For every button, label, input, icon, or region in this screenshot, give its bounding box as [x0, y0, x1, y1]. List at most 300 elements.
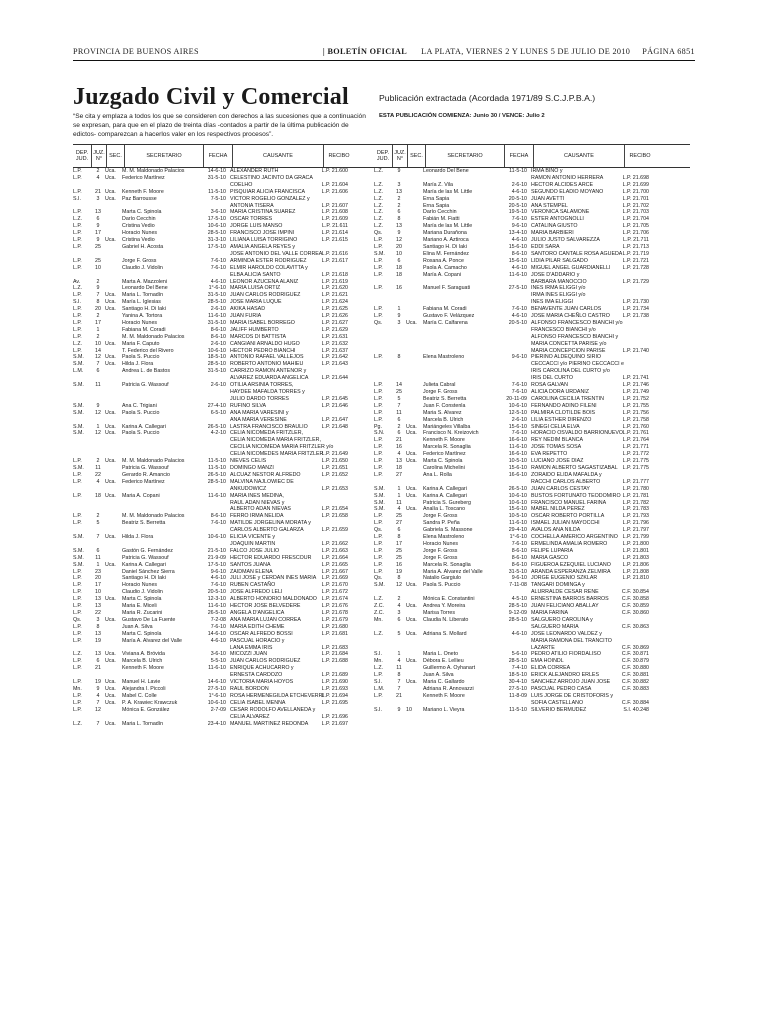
fecha-cell: 9-6-10	[511, 575, 527, 582]
causante-cell: FERNANDO ADINO FILENI	[531, 402, 597, 409]
recibo-cell: L.P. 21.806	[622, 561, 649, 568]
causante-cell: RUFINO SILVA	[230, 402, 267, 409]
fecha-cell: 28-5-10	[508, 658, 527, 665]
dep-cell	[374, 700, 392, 707]
causante-cell: CELIA NICOMEDA MARIA FRITZLER,	[230, 437, 321, 444]
secretario-cell	[423, 341, 501, 348]
fecha-cell	[501, 279, 529, 286]
fecha-cell: 7-6-10	[511, 382, 527, 389]
juz-cell: 2	[96, 168, 100, 174]
table-row	[374, 700, 690, 707]
sec-cell	[105, 672, 122, 679]
recibo-cell: L.P. 21.600	[321, 168, 348, 174]
causante-cell: MALVINA NAJLOWIEC DE	[230, 478, 294, 485]
sec-cell	[406, 569, 423, 576]
recibo-cell: L.P. 21.651	[321, 464, 348, 471]
juz-cell: 20	[95, 306, 101, 313]
secretario-cell: Maria F. Caputo	[122, 340, 160, 347]
table-row	[374, 534, 690, 541]
juz-cell	[91, 672, 105, 679]
dep-cell: Z.C.	[374, 603, 385, 610]
secretario-cell: Guillermo A. Oyhanart	[423, 665, 476, 672]
dep-cell: L.P.	[73, 492, 82, 499]
secretario-cell	[423, 645, 501, 652]
dep-cell: L.Z.	[374, 202, 384, 209]
juz-cell	[392, 175, 406, 182]
fecha-cell	[501, 348, 529, 355]
recibo-cell: L.P. 21.672	[321, 589, 348, 596]
table-row	[374, 237, 690, 244]
causante-cell: RAMON ALBERTO SAGASTIZABAL	[531, 464, 618, 471]
sec-cell	[406, 216, 423, 223]
fecha-cell: 1°-6-10	[208, 285, 226, 292]
fecha-cell	[501, 479, 529, 486]
sec-cell: 10	[406, 706, 412, 713]
dep-cell: L.P.	[73, 658, 82, 665]
secretario-cell: Elina M. Fernández	[423, 250, 469, 257]
fecha-cell: 7-11-08	[509, 582, 527, 589]
recibo-cell: L.P. 21.740	[622, 347, 649, 354]
recibo-cell: L.P. 21.741	[622, 375, 649, 382]
causante-cell: OTILIA ARSINIA TORRES,	[230, 382, 294, 389]
sec-cell	[406, 196, 423, 203]
sec-cell	[105, 714, 122, 721]
causante-cell: MARIA LUISA ORTIZ	[230, 285, 281, 292]
sec-cell	[406, 368, 423, 375]
recibo-cell: L.P. 21.702	[622, 202, 649, 209]
table-row	[374, 610, 690, 617]
recibo-cell	[619, 341, 649, 348]
juz-cell: 25	[95, 243, 101, 250]
table-row	[73, 354, 389, 361]
causante-cell: FRANCISCO JOSE IMPINI	[230, 230, 295, 237]
secretario-cell: Jorge F. Gross	[423, 554, 458, 561]
juz-cell: 16	[396, 444, 402, 451]
secretario-cell: Marcela R. Sonaglia	[423, 444, 471, 451]
secretario-cell: Erna Sapia	[423, 202, 450, 209]
secretario-cell: Jorge F. Gross	[122, 257, 157, 264]
dep-cell: S.M.	[73, 423, 84, 430]
page-number: PÁGINA 6851	[642, 47, 695, 56]
causante-cell: JULI JOSE y CERDAN INES MARIA	[230, 575, 317, 582]
juz-cell: 11	[396, 499, 402, 506]
sec-cell: Uca.	[105, 596, 116, 603]
dep-cell	[73, 444, 91, 451]
dep-cell: S.I.	[374, 706, 382, 713]
juz-cell	[91, 389, 105, 396]
fecha-cell	[200, 396, 228, 403]
recibo-cell	[619, 327, 649, 334]
sec-cell	[406, 403, 423, 410]
table-row	[374, 513, 690, 520]
causante-cell: HORACIO OSVALDO BARRIONUEVO	[531, 430, 624, 437]
table-row	[73, 279, 389, 286]
dep-cell	[73, 375, 91, 382]
table-row	[374, 230, 690, 237]
juz-cell: 13	[95, 630, 101, 637]
table-row	[374, 541, 690, 548]
causante-cell: JORGE EUGENIO SZKLAR	[531, 575, 598, 582]
causante-cell: SILVERIO BERMUDEZ	[531, 706, 587, 713]
fecha-cell: 14-6-10	[207, 679, 226, 686]
table-row	[73, 203, 389, 210]
table-row	[73, 196, 389, 203]
sec-cell	[406, 209, 423, 216]
fecha-cell	[501, 292, 529, 299]
sec-cell	[406, 375, 423, 382]
dep-cell: L.P.	[73, 174, 82, 181]
sec-cell	[105, 279, 122, 286]
causante-cell: FELIPE LUPARIA	[531, 547, 573, 554]
sec-cell	[105, 610, 122, 617]
causante-cell: CELIA NICOMEDA FRITZLER,	[230, 430, 303, 437]
causante-cell: HAYDEE MAFALDA TORRES y	[230, 389, 305, 395]
fecha-cell: 7-6-10	[210, 264, 226, 271]
dep-cell: L.P.	[73, 333, 82, 340]
table-row	[73, 562, 389, 569]
secretario-cell: Manuel F. Saraguati	[423, 285, 471, 292]
juz-cell: 1	[96, 561, 100, 568]
causante-cell: LEONOR AZUCENA ALANIZ	[230, 278, 299, 285]
juz-cell	[392, 279, 406, 286]
fecha-cell	[200, 500, 228, 507]
sec-cell	[105, 707, 122, 714]
fecha-cell: 7-6-10	[511, 389, 527, 395]
sec-cell: Uca.	[105, 423, 116, 430]
juz-cell: 12	[95, 430, 101, 437]
causante-cell: FERRO IRMA NELIDA	[230, 513, 284, 520]
secretario-cell	[122, 396, 200, 403]
juz-cell: 2	[397, 423, 401, 430]
sec-cell: Uca.	[406, 616, 417, 623]
juz-cell: 3	[397, 319, 401, 326]
recibo-cell: L.P. 21.756	[622, 409, 649, 416]
dep-cell: S.M.	[374, 582, 385, 589]
juz-cell: 20	[95, 575, 101, 582]
recibo-cell: S.I. 40.248	[623, 706, 649, 713]
fecha-cell: 20-5-10	[207, 589, 226, 596]
juz-cell: 1	[96, 423, 100, 430]
juz-cell: 9	[397, 230, 401, 237]
sec-cell	[406, 444, 423, 451]
juz-cell	[91, 375, 105, 382]
juz-cell: 18	[95, 492, 101, 499]
secretario-cell: Marcela B. Ulrich	[423, 416, 464, 423]
header-causante: CAUSANTE	[534, 145, 625, 167]
dep-cell: L.P.	[374, 458, 383, 465]
causante-cell: LANA EMMA IRIS	[230, 644, 273, 651]
table-row	[374, 520, 690, 527]
dep-cell: L.P.	[73, 264, 82, 271]
fecha-cell	[501, 368, 529, 375]
causante-cell: IRIS CAROLINA DEL CURTO y/o	[531, 368, 610, 375]
juz-cell: 22	[95, 610, 101, 616]
fecha-cell: 26-5-10	[207, 423, 226, 430]
sec-cell	[406, 693, 423, 700]
causante-cell: MARIA CRISTINA SUAREZ	[230, 209, 296, 216]
juz-cell: 4	[96, 478, 100, 485]
fecha-cell	[501, 341, 529, 348]
table-row	[374, 562, 690, 569]
secretario-cell	[423, 700, 501, 707]
sec-cell: Uca.	[406, 630, 417, 637]
sec-cell	[105, 265, 122, 272]
dep-cell: L.P.	[374, 313, 383, 320]
recibo-cell: L.P. 21.689	[321, 672, 348, 679]
fecha-cell: 4-2-10	[210, 430, 226, 437]
juz-cell: 3	[96, 195, 100, 202]
juz-cell: 7	[397, 679, 401, 686]
table-row	[73, 451, 389, 458]
causante-cell: ARANDA ESPERANZA ZELMIRA	[531, 568, 611, 575]
recibo-cell: L.P. 21.777	[622, 478, 649, 485]
fecha-cell	[200, 672, 228, 679]
table-row	[73, 658, 389, 665]
fecha-cell: 31-5-10	[207, 174, 226, 181]
causante-cell: JOSE ANTONIO DEL VALLE CORREA	[230, 250, 323, 257]
sec-cell	[406, 624, 423, 631]
sec-cell	[105, 223, 122, 230]
causante-cell: MANUEL MARTINEZ REDONDA	[230, 720, 309, 727]
causante-cell: ALFONSO FRANCESCO BIANCHI y/o	[531, 319, 623, 326]
fecha-cell: 16-6-10	[508, 437, 527, 444]
dep-cell	[374, 368, 392, 375]
causante-cell: MABEL NILDA PEREZ	[531, 506, 585, 513]
recibo-cell: L.P. 21.650	[321, 458, 348, 465]
recibo-cell	[318, 244, 348, 251]
dep-cell	[374, 624, 392, 631]
secretario-cell: Débora E. Lellieu	[423, 658, 464, 665]
table-row	[73, 569, 389, 576]
secretario-cell	[423, 292, 501, 299]
secretario-cell: Patricia G. Wassouf	[122, 382, 169, 389]
juz-cell: 4	[397, 451, 401, 458]
causante-cell: AVALOS ANA NILDA	[531, 527, 581, 534]
table-row	[73, 209, 389, 216]
recibo-cell	[318, 382, 348, 389]
juz-cell: 9	[397, 168, 401, 174]
recibo-cell: C.F. 30.871	[621, 651, 649, 658]
recibo-cell: L.P. 21.808	[622, 568, 649, 575]
causante-cell: VERONICA SALAMONE	[531, 209, 590, 216]
dep-cell: L.Z.	[73, 216, 83, 223]
secretario-cell: Claudio J. Vidolin	[122, 264, 163, 271]
causante-cell: JOSE D'ADDARIO y	[531, 271, 580, 278]
causante-cell: ALBERTO ADAN NIEVAS	[230, 506, 291, 513]
fecha-cell	[200, 437, 228, 444]
recibo-cell: L.P. 21.758	[622, 416, 649, 423]
recibo-cell: C.F. 30.858	[621, 596, 649, 603]
fecha-cell: 10-6-10	[207, 223, 226, 230]
secretario-cell	[122, 645, 200, 652]
juz-cell: 4	[397, 603, 401, 610]
dep-cell: L.P.	[73, 623, 82, 630]
secretario-cell: Darío Cecchin	[122, 216, 156, 223]
juz-cell	[392, 645, 406, 652]
dep-cell: L.P.	[374, 402, 383, 409]
sec-cell	[406, 285, 423, 292]
table-row	[374, 209, 690, 216]
dep-cell: Pg.	[374, 423, 382, 430]
recibo-cell: L.P. 21.760	[622, 423, 649, 430]
causante-cell: JULIO JUSTO SALVAREZZA	[531, 237, 600, 244]
secretario-cell: Beatriz S. Berretta	[423, 395, 467, 402]
sec-cell	[105, 500, 122, 507]
secretario-cell: Patricia G. Wassouf	[122, 554, 169, 561]
causante-cell: CELIA NICOMEDES MARIA FRITZLER	[230, 451, 324, 458]
juz-cell: 2	[397, 202, 401, 209]
sec-cell	[406, 299, 423, 306]
secretario-cell: María C. Calfarena	[423, 319, 468, 326]
secretario-cell: Gustavo De La Fuente	[122, 616, 176, 623]
recibo-cell: L.P. 21.782	[622, 499, 649, 506]
right-table-body	[374, 168, 690, 714]
sec-cell	[406, 361, 423, 368]
juz-cell: 12	[396, 237, 402, 244]
fecha-cell	[200, 527, 228, 534]
dep-cell: L.P.	[374, 692, 383, 699]
sec-cell	[105, 203, 122, 210]
sec-cell	[406, 575, 423, 582]
recibo-cell: C.F. 30.884	[621, 699, 649, 706]
recibo-cell	[318, 430, 348, 437]
dep-cell: L.P.	[73, 243, 82, 250]
secretario-cell: Santiago H. Di Iaki	[122, 575, 166, 582]
recibo-cell: L.P. 21.665	[321, 561, 348, 568]
fecha-cell	[501, 334, 529, 341]
juz-cell: 20	[396, 243, 402, 250]
fecha-cell	[200, 272, 228, 279]
table-row	[73, 223, 389, 230]
secretario-cell: Natalio Gargiulo	[423, 575, 461, 582]
fecha-cell: 4-6-10	[511, 188, 527, 195]
secretario-cell: Maria E. Miceli	[122, 603, 157, 610]
dep-cell: S.M.	[73, 402, 84, 409]
juz-cell: 6	[397, 616, 401, 623]
secretario-cell	[122, 203, 200, 210]
table-row	[374, 500, 690, 507]
recibo-cell: L.P. 21.664	[321, 554, 348, 561]
table-row	[374, 479, 690, 486]
sec-cell	[406, 251, 423, 258]
dep-cell	[73, 645, 91, 652]
dep-cell: L.P.	[73, 520, 82, 527]
causante-cell: JUAN CARLOS CESTAY	[531, 485, 590, 492]
sec-cell	[406, 541, 423, 548]
secretario-cell: Maria L. Tornadín	[122, 720, 164, 727]
secretario-cell	[122, 451, 200, 458]
causante-cell: EVA REPETTO	[531, 451, 568, 458]
fecha-cell: 10-6-10	[508, 492, 527, 499]
dep-cell: L.P.	[374, 471, 383, 478]
causante-cell: INES IMA ELIGGI	[531, 299, 574, 306]
causante-cell: BENAVENTE JUAN CARLOS	[531, 306, 602, 313]
sec-cell	[105, 486, 122, 493]
recibo-cell: L.P. 21.611	[321, 223, 348, 230]
secretario-cell	[122, 375, 200, 382]
recibo-cell: L.P. 21.621	[321, 292, 348, 299]
juz-cell: 6	[397, 527, 401, 534]
causante-cell: CARRIZO RAMON ANTENOR y	[230, 368, 307, 375]
causante-cell: CAROLINA CECILIA TRENTIN	[531, 395, 604, 402]
secretario-cell: Sandra P. Peña	[423, 520, 460, 527]
causante-cell: HECTOR JOSE BELVEDERE	[230, 603, 301, 610]
dep-cell: Z.C.	[374, 610, 385, 616]
sec-cell	[105, 555, 122, 562]
recibo-cell: L.P. 21.654	[321, 506, 348, 513]
dep-cell: L.P.	[73, 168, 82, 174]
sec-cell	[105, 209, 122, 216]
table-row	[374, 506, 690, 513]
fecha-cell	[501, 299, 529, 306]
table-row	[374, 334, 690, 341]
recibo-cell: L.P. 21.632	[321, 340, 348, 347]
juz-cell: 2	[96, 313, 100, 320]
recibo-cell: L.P. 21.801	[622, 547, 649, 554]
fecha-cell: 2-6-10	[210, 340, 226, 347]
secretario-cell	[423, 479, 501, 486]
recibo-cell: L.P. 21.643	[321, 361, 348, 368]
table-row	[73, 548, 389, 555]
table-row	[73, 596, 389, 603]
sec-cell	[105, 520, 122, 527]
secretario-cell: Yanina A. Tortora	[122, 313, 163, 320]
sec-cell	[406, 341, 423, 348]
recibo-cell: C.F. 30.881	[621, 672, 649, 679]
recibo-cell: L.P. 21.616	[321, 250, 348, 257]
sec-cell	[105, 513, 122, 520]
causante-cell: HECTOR PEDRO BIANCHI	[230, 347, 296, 354]
secretario-cell: Karina A. Callegari	[423, 492, 467, 499]
recibo-cell: L.P. 21.609	[321, 216, 348, 223]
secretario-cell	[122, 437, 200, 444]
juz-cell: 2	[96, 333, 100, 340]
juz-cell: 11	[396, 665, 402, 672]
sec-cell	[406, 479, 423, 486]
causante-cell: ALURRALDE CESAR RENE	[531, 589, 599, 596]
secretario-cell	[122, 541, 200, 548]
fecha-cell: 1°-6-10	[509, 534, 527, 541]
recibo-cell: L.P. 21.721	[622, 257, 649, 264]
sec-cell: Uca.	[406, 492, 417, 499]
dep-cell: L.P.	[374, 237, 383, 244]
causante-cell: ANTONIA TISERA	[230, 202, 274, 209]
dep-cell: L.P.	[73, 575, 82, 582]
table-row	[374, 658, 690, 665]
juz-cell: 1	[397, 492, 401, 499]
juz-cell: 16	[396, 285, 402, 292]
table-row	[374, 251, 690, 258]
fecha-cell: 11-5-10	[509, 706, 527, 713]
secretario-cell: Maria S. Alvarez	[423, 409, 462, 416]
secretario-cell	[122, 672, 200, 679]
table-row	[374, 596, 690, 603]
fecha-cell: 15-6-10	[508, 464, 527, 471]
dep-cell: L.P.	[73, 223, 82, 230]
issue-date: LA PLATA, VIERNES 2 Y LUNES 5 DE JULIO DE 2010	[421, 47, 631, 56]
causante-cell: MIGUEL ANGEL GUARDIANELLI	[531, 264, 611, 271]
recibo-cell: L.P. 21.627	[321, 319, 348, 326]
table-row	[374, 582, 690, 589]
causante-cell: SOFIA CASTELLANO	[531, 699, 584, 706]
secretario-cell: Horacio Nunes	[423, 540, 459, 547]
secretario-cell: Kenneth F. Moore	[423, 437, 465, 444]
sec-cell: Uca.	[406, 485, 417, 492]
table-row	[374, 645, 690, 652]
secretario-cell: Gabriela S. Massone	[423, 527, 473, 534]
recibo-cell: L.P. 21.705	[622, 223, 649, 230]
causante-cell: ANTONIO RAFAEL VALLEJOS	[230, 354, 304, 361]
